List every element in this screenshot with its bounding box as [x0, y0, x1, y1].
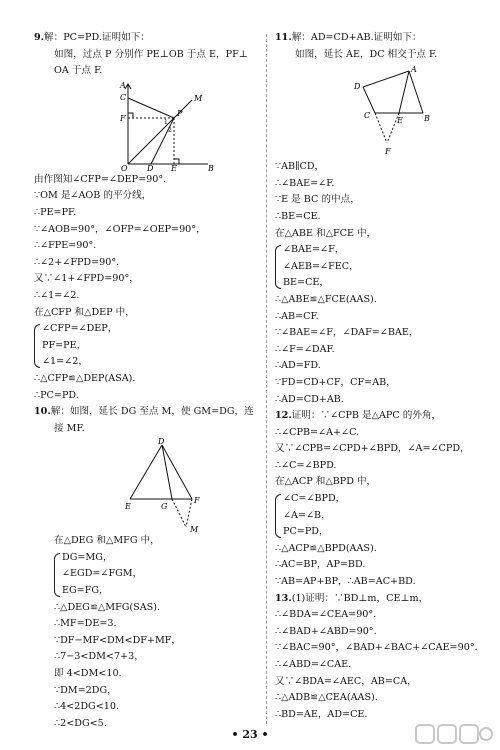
text-line: ∴AD=CD+AB. — [275, 393, 344, 405]
label-f: F — [385, 147, 391, 157]
equation-system-11: ∠BAE=∠F， ∠AEB=∠FEC， BE=CE， — [275, 242, 485, 292]
problem-11-heading: 11.解：AD=CD+AB.证明如下： — [275, 32, 422, 43]
equation-system-12: ∠C=∠BPD， ∠A=∠B， PC=PD， — [275, 491, 485, 541]
text-line: ∴2<DG<5. — [54, 717, 107, 729]
text-line: ∴AC=BP，AP=BD. — [275, 559, 366, 571]
text-line: ∵E 是 BC 的中点， — [275, 194, 360, 206]
text-line: ∴AB=CF. — [275, 310, 319, 322]
page-number: • 23 • — [231, 728, 269, 741]
right-column — [275, 30, 485, 723]
label-e: E — [397, 116, 403, 126]
equation-system-10: DG=MG， ∠EGD=∠FGM， EG=FG， — [54, 550, 260, 600]
segment-ae — [399, 71, 409, 113]
text-line: ∴4<2DG<10. — [54, 701, 120, 713]
segment-de — [130, 445, 162, 499]
text-line: 又∵∠BDA=∠AEC，AB=CA， — [275, 675, 417, 687]
label-m: M — [194, 93, 203, 103]
segment-ab — [409, 71, 423, 113]
label-o: O — [121, 163, 128, 172]
label-g: G — [161, 502, 168, 512]
text-line: ∵DM=2DG， — [54, 684, 117, 696]
label-d: D — [158, 437, 165, 447]
text-line: ∴∠BAE=∠F. — [275, 177, 335, 189]
text-line: ∵∠BAC=90°，∠BAD+∠BAC+∠CAE=90°. — [275, 642, 478, 654]
text-line: ∴△ADB≌△CEA(AAS). — [275, 692, 378, 704]
text-line: ∴7−3<DM<7+3， — [54, 651, 144, 663]
segment-da — [363, 71, 409, 87]
watermark-logo — [414, 722, 494, 748]
text-line: ∴PC=PD. — [34, 389, 79, 401]
text-line: ∴BD=AE，AD=CE. — [275, 708, 368, 720]
segment-cp — [128, 98, 174, 118]
text-line: ∵∠AOB=90°，∠OFP=∠OEP=90°， — [34, 223, 206, 235]
figure-9 — [34, 80, 260, 172]
text-line: 如图，延长 AE，DC 相交于点 F. — [295, 48, 438, 60]
text-line: ∴∠ABD=∠CAE. — [275, 659, 352, 670]
label-d: D — [354, 82, 361, 92]
label-f: F — [120, 113, 126, 123]
label-d: D — [147, 163, 154, 172]
text-line: ∴MF=DE=3. — [54, 618, 117, 630]
text-line: ∴∠1=∠2. — [34, 289, 80, 301]
label-b: B — [424, 114, 430, 124]
figure-10 — [34, 437, 260, 533]
segment-dc — [363, 87, 375, 113]
text-line: 又∵∠1+∠FPD=90°， — [34, 273, 139, 285]
segment-dp — [151, 118, 174, 164]
text-line: 在△ACP 和△BPD 中， — [275, 476, 377, 488]
text-line: ∵AB∥CD， — [275, 161, 325, 173]
left-column — [34, 30, 260, 732]
text-line: OA 于点 F. — [54, 65, 103, 77]
text-line: ∴∠BAD+∠ABD=90°. — [275, 625, 377, 637]
column-divider — [266, 34, 267, 724]
label-a: A — [120, 80, 126, 90]
problem-9-heading: 9.解：PC=PD.证明如下： — [34, 32, 150, 43]
text-line: 又∵∠CPB=∠CPD+∠BPD，∠A=∠CPD， — [275, 443, 470, 455]
text-line: 由作图知∠CFP=∠DEP=90°. — [34, 173, 167, 185]
text-line: ∵OM 是∠AOB 的平分线， — [34, 190, 152, 202]
text-line: ∵DF−MF<DM<DF+MF， — [54, 634, 182, 646]
text-line: 在△DEG 和△MFG 中， — [54, 535, 160, 547]
problem-13-heading: 13.(1)证明：∵BD⊥m，CE⊥m， — [275, 592, 429, 604]
text-line: 如图，过点 P 分别作 PE⊥OB 于点 E，PF⊥ — [54, 48, 248, 60]
problem-12-heading: 12.证明：∵∠CPB 是△APC 的外角， — [275, 410, 442, 422]
text-line: ∵AB=AP+BP，∴AB=AC+BD. — [275, 576, 416, 588]
label-p: P — [177, 108, 183, 118]
label-e: E — [171, 163, 177, 172]
text-line: ∴∠CPB=∠A+∠C. — [275, 426, 360, 438]
text-line: 在△CFP 和△DEP 中， — [34, 306, 135, 318]
label-m: M — [190, 525, 199, 534]
label-angle-1: 1 — [164, 118, 168, 126]
text-line: ∴△DEG≌△MFG(SAS). — [54, 601, 161, 613]
text-line: 即 4<DM<10. — [54, 668, 122, 680]
text-line: ∴∠FPE=90°. — [34, 240, 97, 252]
label-a: A — [411, 65, 417, 75]
text-line: ∴BE=CE. — [275, 210, 321, 222]
figure-11 — [275, 63, 485, 159]
text-line: ∴∠2+∠FPD=90°. — [34, 256, 120, 268]
text-line: ∴△ABE≌△FCE(AAS). — [275, 293, 377, 305]
text-line: 在△ABE 和△FCE 中， — [275, 227, 377, 239]
text-line: ∴∠F=∠DAF. — [275, 343, 335, 355]
segment-cf — [375, 113, 387, 143]
text-line: ∴△ACP≌△BPD(AAS). — [275, 542, 377, 554]
right-angle-f — [128, 113, 133, 118]
bisector-om — [128, 100, 192, 164]
segment-fm — [186, 499, 192, 527]
segment-gm — [172, 499, 186, 527]
label-angle-2: 2 — [168, 126, 172, 134]
text-line: ∴PE=PF. — [34, 206, 77, 218]
text-line: ∴△CFP≌△DEP(ASA). — [34, 372, 136, 384]
text-line: ∵∠BAE=∠F，∠DAF=∠BAE， — [275, 327, 419, 339]
label-e: E — [125, 502, 131, 512]
problem-10-heading: 10.解：如图，延长 DG 至点 M，使 GM=DG，连 — [34, 406, 254, 418]
text-line: ∴∠BDA=∠CEA=90°. — [275, 609, 377, 621]
equation-system-9: ∠CFP=∠DEP， PF=PE， ∠1=∠2， — [34, 321, 260, 371]
label-f: F — [194, 496, 200, 506]
text-line: ∴∠C=∠BPD. — [275, 459, 337, 471]
text-line: 接 MF. — [54, 422, 85, 434]
label-c: C — [364, 111, 371, 121]
label-b: B — [208, 163, 214, 172]
text-line: ∵FD=CD+CF，CF=AB， — [275, 376, 396, 388]
label-c: C — [120, 92, 127, 102]
text-line: ∴AD=FD. — [275, 360, 321, 372]
